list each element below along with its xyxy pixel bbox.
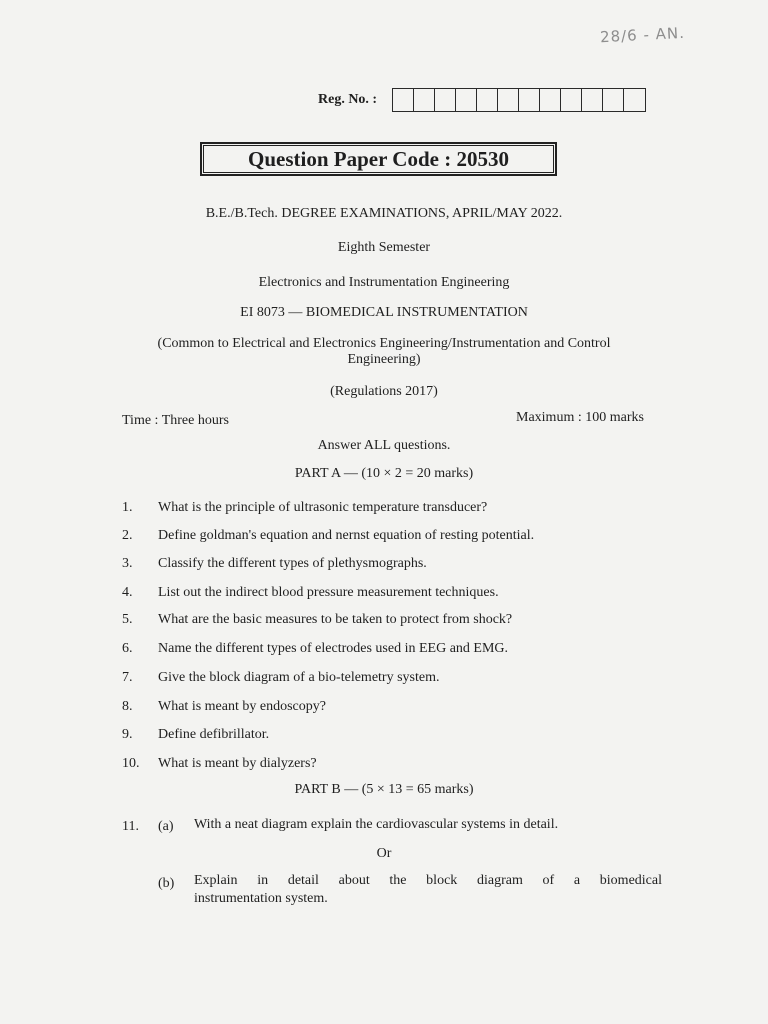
paper-code-label: Question Paper Code : 20530 xyxy=(248,146,509,171)
reg-no-box xyxy=(477,89,498,111)
question-item xyxy=(122,612,512,628)
reg-no-box xyxy=(603,89,624,111)
question-item xyxy=(122,556,427,572)
regulations: (Regulations 2017) xyxy=(330,384,438,399)
q11-b-text-line2: instrumentation system. xyxy=(194,891,328,906)
question-text: List out the indirect blood pressure measurement techniques. xyxy=(158,585,499,600)
question-number: 2. xyxy=(122,528,133,543)
paper-code-box xyxy=(200,142,557,176)
reg-no-box xyxy=(414,89,435,111)
question-item xyxy=(122,670,439,686)
reg-no-box xyxy=(393,89,414,111)
reg-no-box xyxy=(435,89,456,111)
exam-title: B.E./B.Tech. DEGREE EXAMINATIONS, APRIL/MAY 2022. xyxy=(205,206,563,221)
reg-no-box xyxy=(456,89,477,111)
question-item xyxy=(122,756,317,772)
common-line-2: Engineering) xyxy=(347,352,421,367)
question-text: Give the block diagram of a bio-telemetry system. xyxy=(158,670,440,685)
question-item xyxy=(122,528,534,544)
question-text: Name the different types of electrodes used in EEG and EMG. xyxy=(158,641,509,656)
question-text: Define defibrillator. xyxy=(158,727,270,742)
time-label: Time : Three hours xyxy=(122,413,229,428)
question-text: What is meant by endoscopy? xyxy=(158,699,326,714)
reg-no-box xyxy=(519,89,540,111)
q11-a-label: (a) xyxy=(158,819,174,834)
question-text: What are the basic measures to be taken to protect from shock? xyxy=(158,612,513,627)
course-title: EI 8073 — BIOMEDICAL INSTRUMENTATION xyxy=(240,305,528,320)
question-item xyxy=(122,641,508,657)
question-text: Define goldman's equation and nernst equation of resting potential. xyxy=(158,528,535,543)
question-number: 3. xyxy=(122,556,133,571)
part-a-heading: PART A — (10 × 2 = 20 marks) xyxy=(294,466,474,481)
reg-no-box xyxy=(624,89,645,111)
question-number: 8. xyxy=(122,699,133,714)
question-item xyxy=(122,727,269,743)
question-text: What is the principle of ultrasonic temperature transducer? xyxy=(158,500,488,515)
instruction: Answer ALL questions. xyxy=(317,438,451,453)
reg-no-box xyxy=(582,89,603,111)
reg-no-box xyxy=(561,89,582,111)
question-number: 6. xyxy=(122,641,133,656)
q11-b-label: (b) xyxy=(158,876,175,891)
part-b-heading: PART B — (5 × 13 = 65 marks) xyxy=(294,782,474,797)
reg-no-box xyxy=(498,89,519,111)
question-text: What is meant by dialyzers? xyxy=(158,756,317,771)
q11-a-text: With a neat diagram explain the cardiovascular systems in detail. xyxy=(194,817,559,832)
question-number: 9. xyxy=(122,727,133,742)
handwritten-annotation: 28/6 - AN. xyxy=(599,23,686,47)
question-number: 1. xyxy=(122,500,133,515)
question-number: 5. xyxy=(122,612,133,627)
question-text: Classify the different types of plethysmographs. xyxy=(158,556,427,571)
question-item xyxy=(122,500,487,516)
department: Electronics and Instrumentation Engineering xyxy=(258,275,510,290)
q11-number: 11. xyxy=(122,819,139,834)
question-number: 10. xyxy=(122,756,140,771)
question-item xyxy=(122,699,326,715)
question-number: 4. xyxy=(122,585,133,600)
reg-no-label: Reg. No. : xyxy=(318,92,378,107)
question-item xyxy=(122,585,499,601)
max-marks-label: Maximum : 100 marks xyxy=(516,410,644,425)
semester: Eighth Semester xyxy=(337,240,431,255)
reg-no-boxes xyxy=(392,88,646,112)
or-separator: Or xyxy=(376,846,392,861)
reg-no-box xyxy=(540,89,561,111)
question-number: 7. xyxy=(122,670,133,685)
q11-b-text-line1: Explain in detail about the block diagram of a biomedical xyxy=(194,873,662,888)
common-line-1: (Common to Electrical and Electronics Engineering/Instrumentation and Control xyxy=(157,336,611,351)
